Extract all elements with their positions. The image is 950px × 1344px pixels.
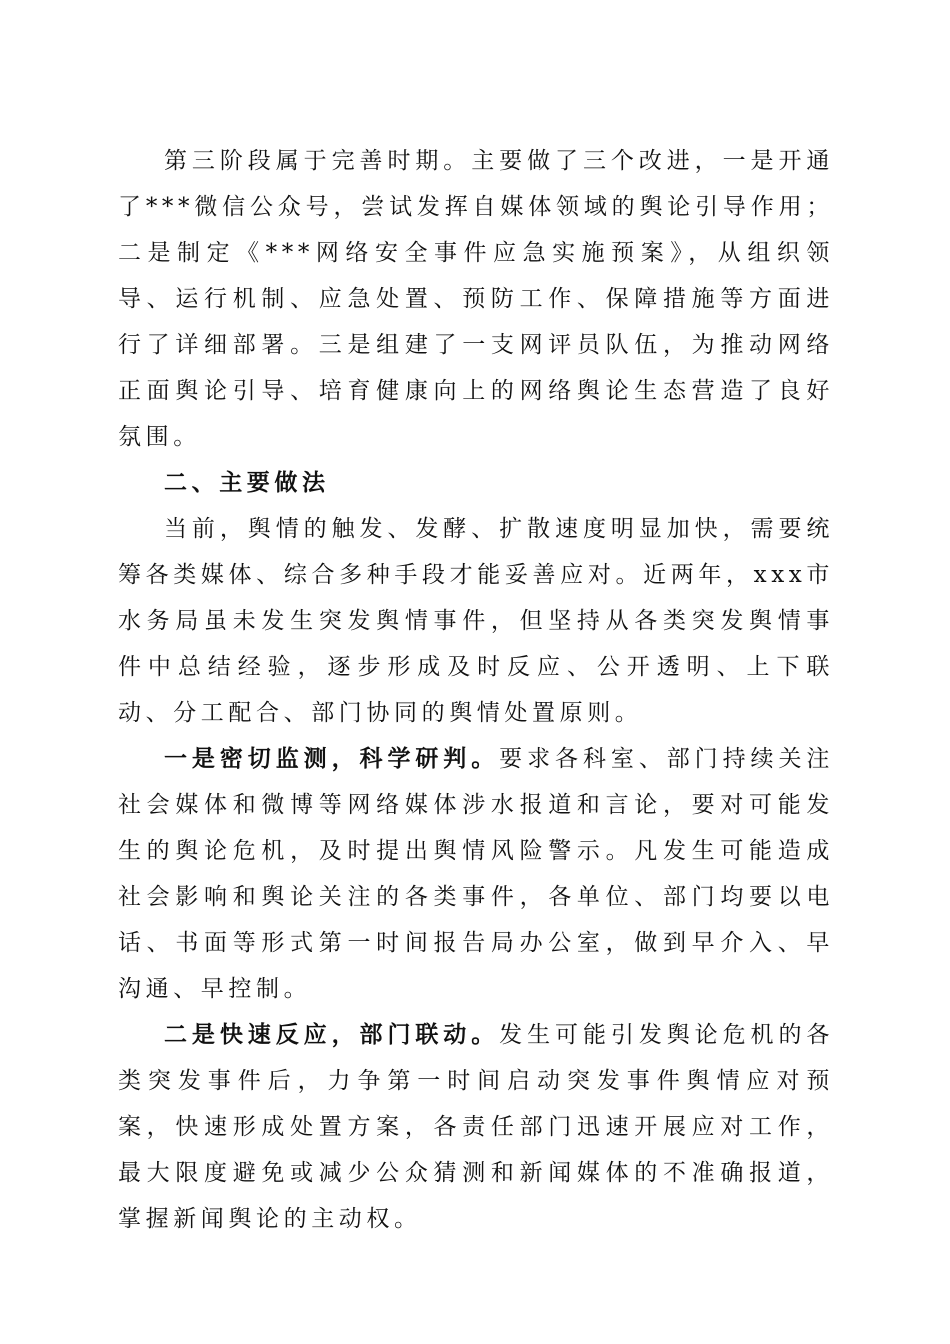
paragraph-monitoring — [118, 736, 834, 1012]
paragraph-body-rapid-response: 发生可能引发舆论危机的各类突发事件后，力争第一时间启动突发事件舆情应对预案，快速形成处置方案，各责任部门迅速开展应对工作，最大限度避免或减少公众猜测和新闻媒体的不准确报道，掌握新闻舆论的主动权。 — [118, 1022, 835, 1232]
paragraph-rapid-response — [118, 1012, 834, 1242]
paragraph-current-situation: 当前，舆情的触发、发酵、扩散速度明显加快，需要统筹各类媒体、综合多种手段才能妥善应对。近两年，xxx市水务局虽未发生突发舆情事件，但坚持从各类突发舆情事件中总结经验，逐步形成及时反应、公开透明、上下联动、分工配合、部门协同的舆情处置原则。 — [118, 516, 834, 726]
paragraph-body-monitoring: 要求各科室、部门持续关注社会媒体和微博等网络媒体涉水报道和言论，要对可能发生的舆论危机，及时提出舆情风险警示。凡发生可能造成社会影响和舆论关注的各类事件，各单位、部门均要以电话、书面等形式第一时间报告局办公室，做到早介入、早沟通、早控制。 — [118, 746, 835, 1002]
paragraph-lead-rapid-response: 二是快速反应，部门联动。 — [164, 1021, 500, 1048]
section-heading-main-practices: 二、主要做法 — [164, 470, 330, 496]
paragraph-third-stage: 第三阶段属于完善时期。主要做了三个改进，一是开通了***微信公众号，尝试发挥自媒体领域的舆论引导作用；二是制定《***网络安全事件应急实施预案》，从组织领导、运行机制、应急处置、预防工作、保障措施等方面进行了详细部署。三是组建了一支网评员队伍，为推动网络正面舆论引导、培育健康向上的网络舆论生态营造了良好氛围。 — [118, 148, 834, 450]
document-page — [118, 138, 834, 1242]
paragraph-lead-monitoring: 一是密切监测，科学研判。 — [164, 745, 500, 772]
